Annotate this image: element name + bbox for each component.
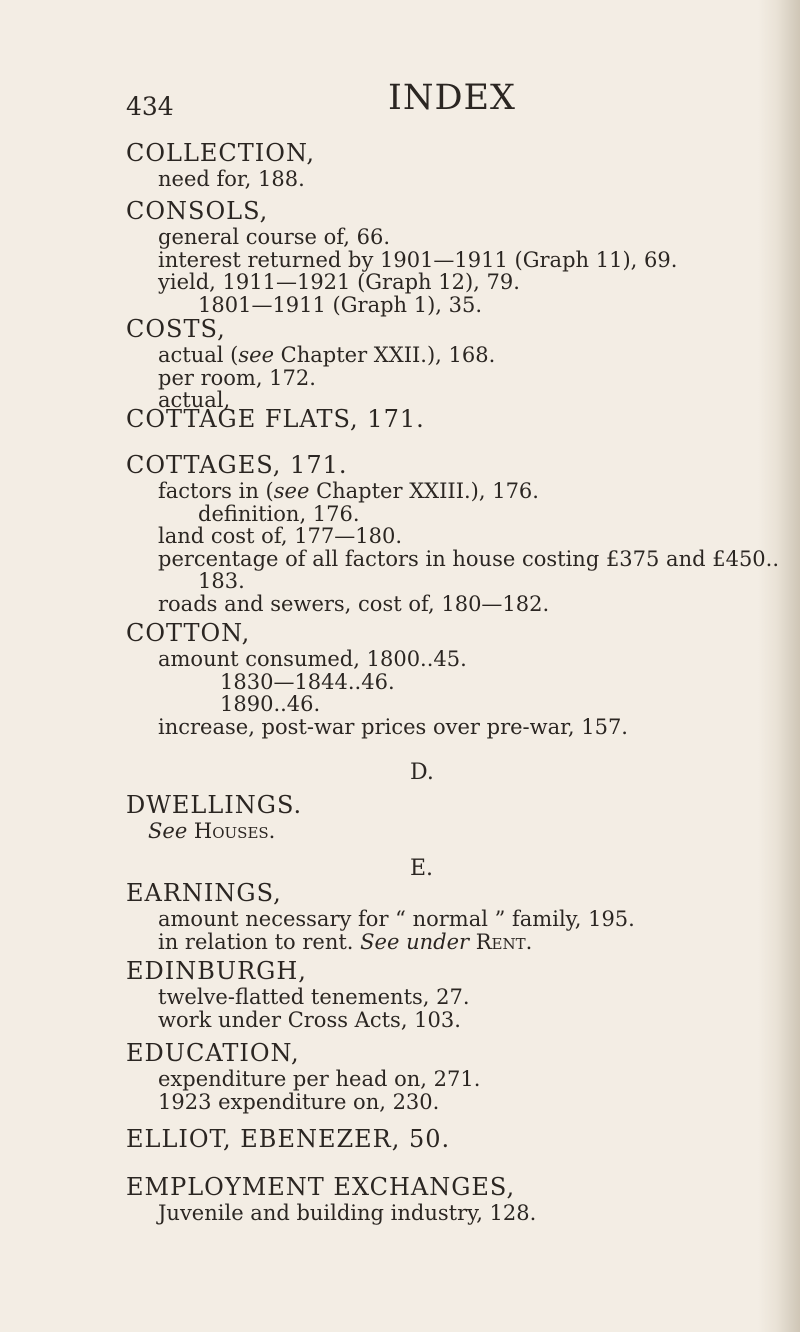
index-entry-employment-exchanges	[126, 1172, 536, 1225]
index-entry-elliot	[126, 1124, 450, 1154]
index-entry-cottages	[126, 450, 779, 615]
see-reference: See	[148, 819, 188, 843]
entry-heading: EMPLOYMENT EXCHANGES,	[126, 1173, 516, 1201]
entry-heading: DWELLINGS.	[126, 791, 303, 819]
entry-heading: EDUCATION,	[126, 1039, 300, 1067]
entry-line: 183.	[198, 569, 245, 593]
see-reference: see	[273, 479, 310, 503]
entry-line: land cost of, 177—180.	[158, 524, 403, 548]
section-letter: E.	[410, 856, 434, 881]
entry-line-with-see	[126, 344, 495, 367]
entry-line-with-see	[126, 931, 635, 954]
entry-line: roads and sewers, cost of, 180—182.	[158, 591, 550, 616]
index-entry-dwellings	[126, 790, 302, 843]
entry-heading: EARNINGS,	[126, 879, 282, 907]
index-entry-earnings	[126, 878, 635, 953]
entry-line: per room, 172.	[158, 365, 316, 390]
page-number: 434	[126, 92, 174, 121]
text-run: Chapter XXIII.), 176.	[309, 479, 539, 503]
entry-line: 1923 expenditure on, 230.	[158, 1089, 440, 1114]
index-entry-costs	[126, 314, 495, 412]
cross-reference: Houses.	[187, 819, 276, 843]
entry-heading: CONSOLS,	[126, 197, 269, 225]
entry-heading: COSTS,	[126, 315, 226, 343]
entry-line: increase, post-war prices over pre-war, 157.	[158, 714, 628, 739]
entry-line: 1801—1911 (Graph 1), 35.	[198, 292, 483, 317]
text-run: in relation to rent.	[158, 929, 361, 954]
entry-line: need for, 188.	[158, 167, 305, 191]
entry-heading: COTTAGES, 171.	[126, 451, 348, 479]
entry-line: yield, 1911—1921 (Graph 12), 79.	[158, 270, 520, 294]
index-entry-cottage-flats	[126, 404, 425, 434]
entry-line: work under Cross Acts, 103.	[158, 1007, 461, 1032]
entry-line: percentage of all factors in house costing £375 and £450..	[158, 546, 780, 571]
see-reference: see	[238, 343, 274, 367]
entry-line: 1890..46.	[220, 692, 321, 716]
index-entry-consols	[126, 196, 677, 316]
entry-line: amount necessary for “ normal ” family, 195.	[158, 907, 635, 931]
entry-line: amount consumed, 1800..45.	[158, 647, 467, 671]
entry-line: actual,	[158, 388, 231, 412]
entry-heading: COTTON,	[126, 619, 251, 647]
index-entry-education	[126, 1038, 480, 1113]
text-run: Chapter XXII.), 168.	[274, 343, 496, 367]
running-head: INDEX	[388, 78, 516, 118]
entry-heading: COTTAGE FLATS, 171.	[126, 405, 425, 433]
entry-line: definition, 176.	[198, 501, 360, 526]
text-run: factors in (	[158, 479, 274, 503]
entry-line: Juvenile and building industry, 128.	[158, 1201, 537, 1225]
text-run: actual (	[158, 343, 239, 367]
entry-line: 1830—1844..46.	[220, 669, 395, 694]
index-entry-collection	[126, 138, 315, 191]
cross-reference: Rent.	[469, 929, 533, 954]
entry-heading: ELLIOT, EBENEZER, 50.	[126, 1125, 451, 1153]
entry-line: general course of, 66.	[158, 225, 391, 249]
page-edge-shadow	[758, 0, 800, 1332]
entry-heading: EDINBURGH,	[126, 957, 307, 985]
entry-line: expenditure per head on, 271.	[158, 1067, 481, 1091]
entry-line: twelve-flatted tenements, 27.	[158, 985, 470, 1009]
index-entry-edinburgh	[126, 956, 470, 1031]
entry-line-with-see	[126, 480, 779, 503]
section-letter: D.	[410, 760, 434, 785]
index-entry-cotton	[126, 618, 628, 738]
entry-heading: COLLECTION,	[126, 139, 316, 167]
entry-line: interest returned by 1901—1911 (Graph 11), 69.	[158, 247, 678, 272]
see-reference: See under	[360, 929, 470, 954]
entry-line-with-see	[126, 820, 302, 843]
